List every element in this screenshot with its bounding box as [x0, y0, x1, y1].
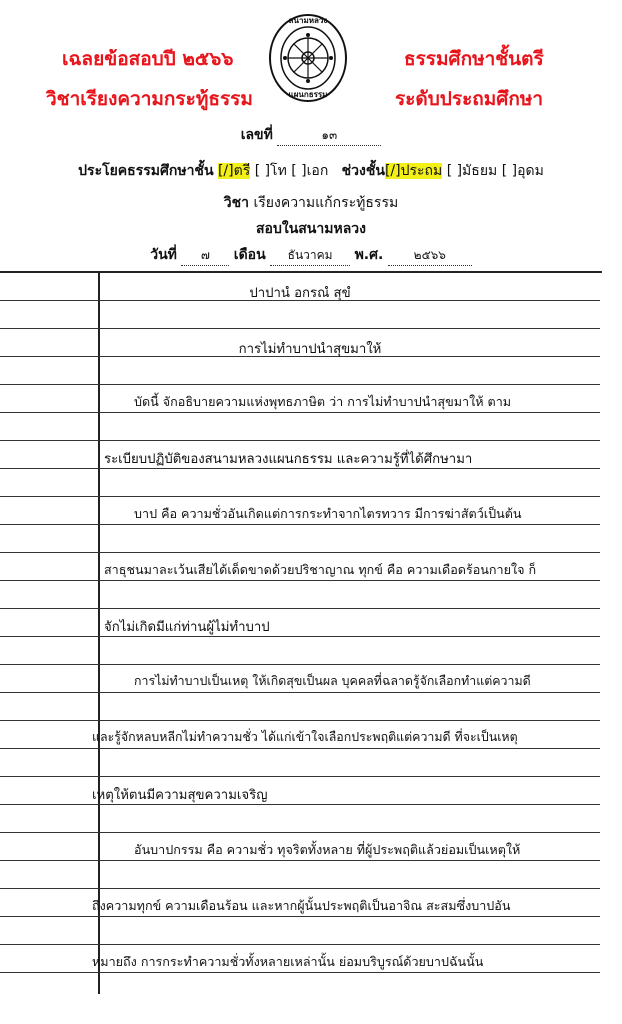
- essay-line: อันบาปกรรม คือ ความชั่ว ทุจริตทั้งหลาย ที่ผู้ประพฤติแล้วย่อมเป็นเหตุให้: [134, 842, 521, 857]
- ruled-line: [0, 860, 600, 861]
- level-option-ek: [ ]เอก: [291, 163, 329, 179]
- ruled-line: [0, 944, 600, 945]
- subject-title: วิชาเรียงความกระทู้ธรรม: [46, 88, 253, 110]
- level-option-tri-checked: [/]ตรี: [217, 163, 251, 179]
- ruled-line: [0, 776, 600, 777]
- ruled-line: [0, 524, 600, 525]
- ruled-line: [0, 384, 600, 385]
- essay-line: สาธุชนมาละเว้นเสียได้เด็ดขาดด้วยปริชาญาณ ทุกข์ คือ ความเดือดร้อนกายใจ ก็: [104, 562, 537, 577]
- range-option-secondary: [ ]มัธยม: [446, 163, 498, 179]
- subject-value: เรียงความแก้กระทู้ธรรม: [253, 195, 399, 211]
- year-label: พ.ศ.: [354, 247, 384, 263]
- essay-line: บัดนี้ จักอธิบายความแห่งพุทธภาษิต ว่า การไม่ทำบาปนำสุขมาให้ ตาม: [134, 394, 512, 409]
- essay-line: ถึงความทุกข์ ความเดือนร้อน และหากผู้นั้นประพฤติเป็นอาจิณ สะสมซึ่งบาปอัน: [92, 898, 511, 913]
- number-row: [0, 124, 622, 146]
- ruled-line: [0, 692, 600, 693]
- number-label: เลขที่: [240, 127, 273, 143]
- level-label: ประโยคธรรมศึกษาชั้น: [78, 163, 214, 179]
- subject-label: วิชา: [223, 195, 250, 211]
- essay-line: ระเบียบปฏิบัติของสนามหลวงแผนกธรรม และความรู้ที่ได้ศึกษามา: [104, 452, 473, 467]
- day-label: วันที่: [150, 247, 177, 263]
- venue-text: สอบในสนามหลวง: [256, 221, 366, 237]
- day-value: ๗: [181, 246, 229, 266]
- year-value: ๒๕๖๖: [388, 246, 472, 266]
- ruled-line: [0, 804, 600, 805]
- ruled-line: [0, 664, 600, 665]
- ruled-line: [0, 552, 600, 553]
- seal-text-bottom: แผนกธรรม: [288, 90, 328, 99]
- ruled-line: [0, 832, 600, 833]
- proverb-line: ปาปานํ อกรณํ สุขํ: [249, 286, 351, 301]
- level-option-tho: [ ]โท: [254, 163, 287, 179]
- margin-line: [98, 272, 100, 994]
- proverb-translation: การไม่ทำบาปนำสุขมาให้: [238, 342, 382, 357]
- number-value: ๑๓: [277, 126, 381, 146]
- ruled-line: [0, 636, 600, 637]
- essay-line: หมายถึง การกระทำความชั่วทั้งหลายเหล่านั้น ย่อมบริบูรณ์ด้วยบาปฉันนั้น: [92, 954, 484, 969]
- ruled-line: [0, 496, 600, 497]
- exam-answer-year-title: เฉลยข้อสอบปี ๒๕๖๖: [62, 48, 234, 70]
- ruled-line: [0, 328, 600, 329]
- date-row: [0, 244, 622, 266]
- ruled-line: [0, 916, 600, 917]
- level-title: ธรรมศึกษาชั้นตรี: [404, 48, 544, 70]
- essay-line: การไม่ทำบาปเป็นเหตุ ให้เกิดสุขเป็นผล บุคคลที่ฉลาดรู้จักเลือกทำแต่ความดี: [134, 673, 531, 688]
- essay-line: และรู้จักหลบหลีกไม่ทำความชั่ว ได้แก่เข้าใจเลือกประพฤติแต่ความดี ที่จะเป็นเหตุ: [92, 729, 518, 744]
- ruled-line: [0, 888, 600, 889]
- subject-row: [0, 192, 622, 214]
- ruled-line: [0, 440, 600, 441]
- month-value: ธันวาคม: [270, 246, 350, 266]
- ruled-line: [0, 720, 600, 721]
- ruled-line: [0, 412, 600, 413]
- range-option-primary-checked: [/]ประถม: [384, 163, 443, 179]
- month-label: เดือน: [233, 247, 266, 263]
- seal-text-top: สนามหลวง: [288, 16, 328, 25]
- sheet-top-border: [0, 271, 602, 273]
- essay-line: บาป คือ ความชั่วอันเกิดแต่การกระทำจากไตรทวาร มีการฆ่าสัตว์เป็นต้น: [134, 506, 522, 521]
- ruled-line: [0, 748, 600, 749]
- ruled-line: [0, 608, 600, 609]
- ruled-line: [0, 972, 600, 973]
- essay-line: เหตุให้ตนมีความสุขความเจริญ: [92, 788, 268, 803]
- ruled-line: [0, 580, 600, 581]
- range-option-higher: [ ]อุดม: [501, 163, 544, 179]
- essay-line: จักไม่เกิดมีแก่ท่านผู้ไม่ทำบาป: [104, 620, 270, 635]
- level-row: [0, 160, 622, 182]
- range-label: ช่วงชั้น: [341, 163, 385, 179]
- grade-title: ระดับประถมศึกษา: [395, 88, 544, 110]
